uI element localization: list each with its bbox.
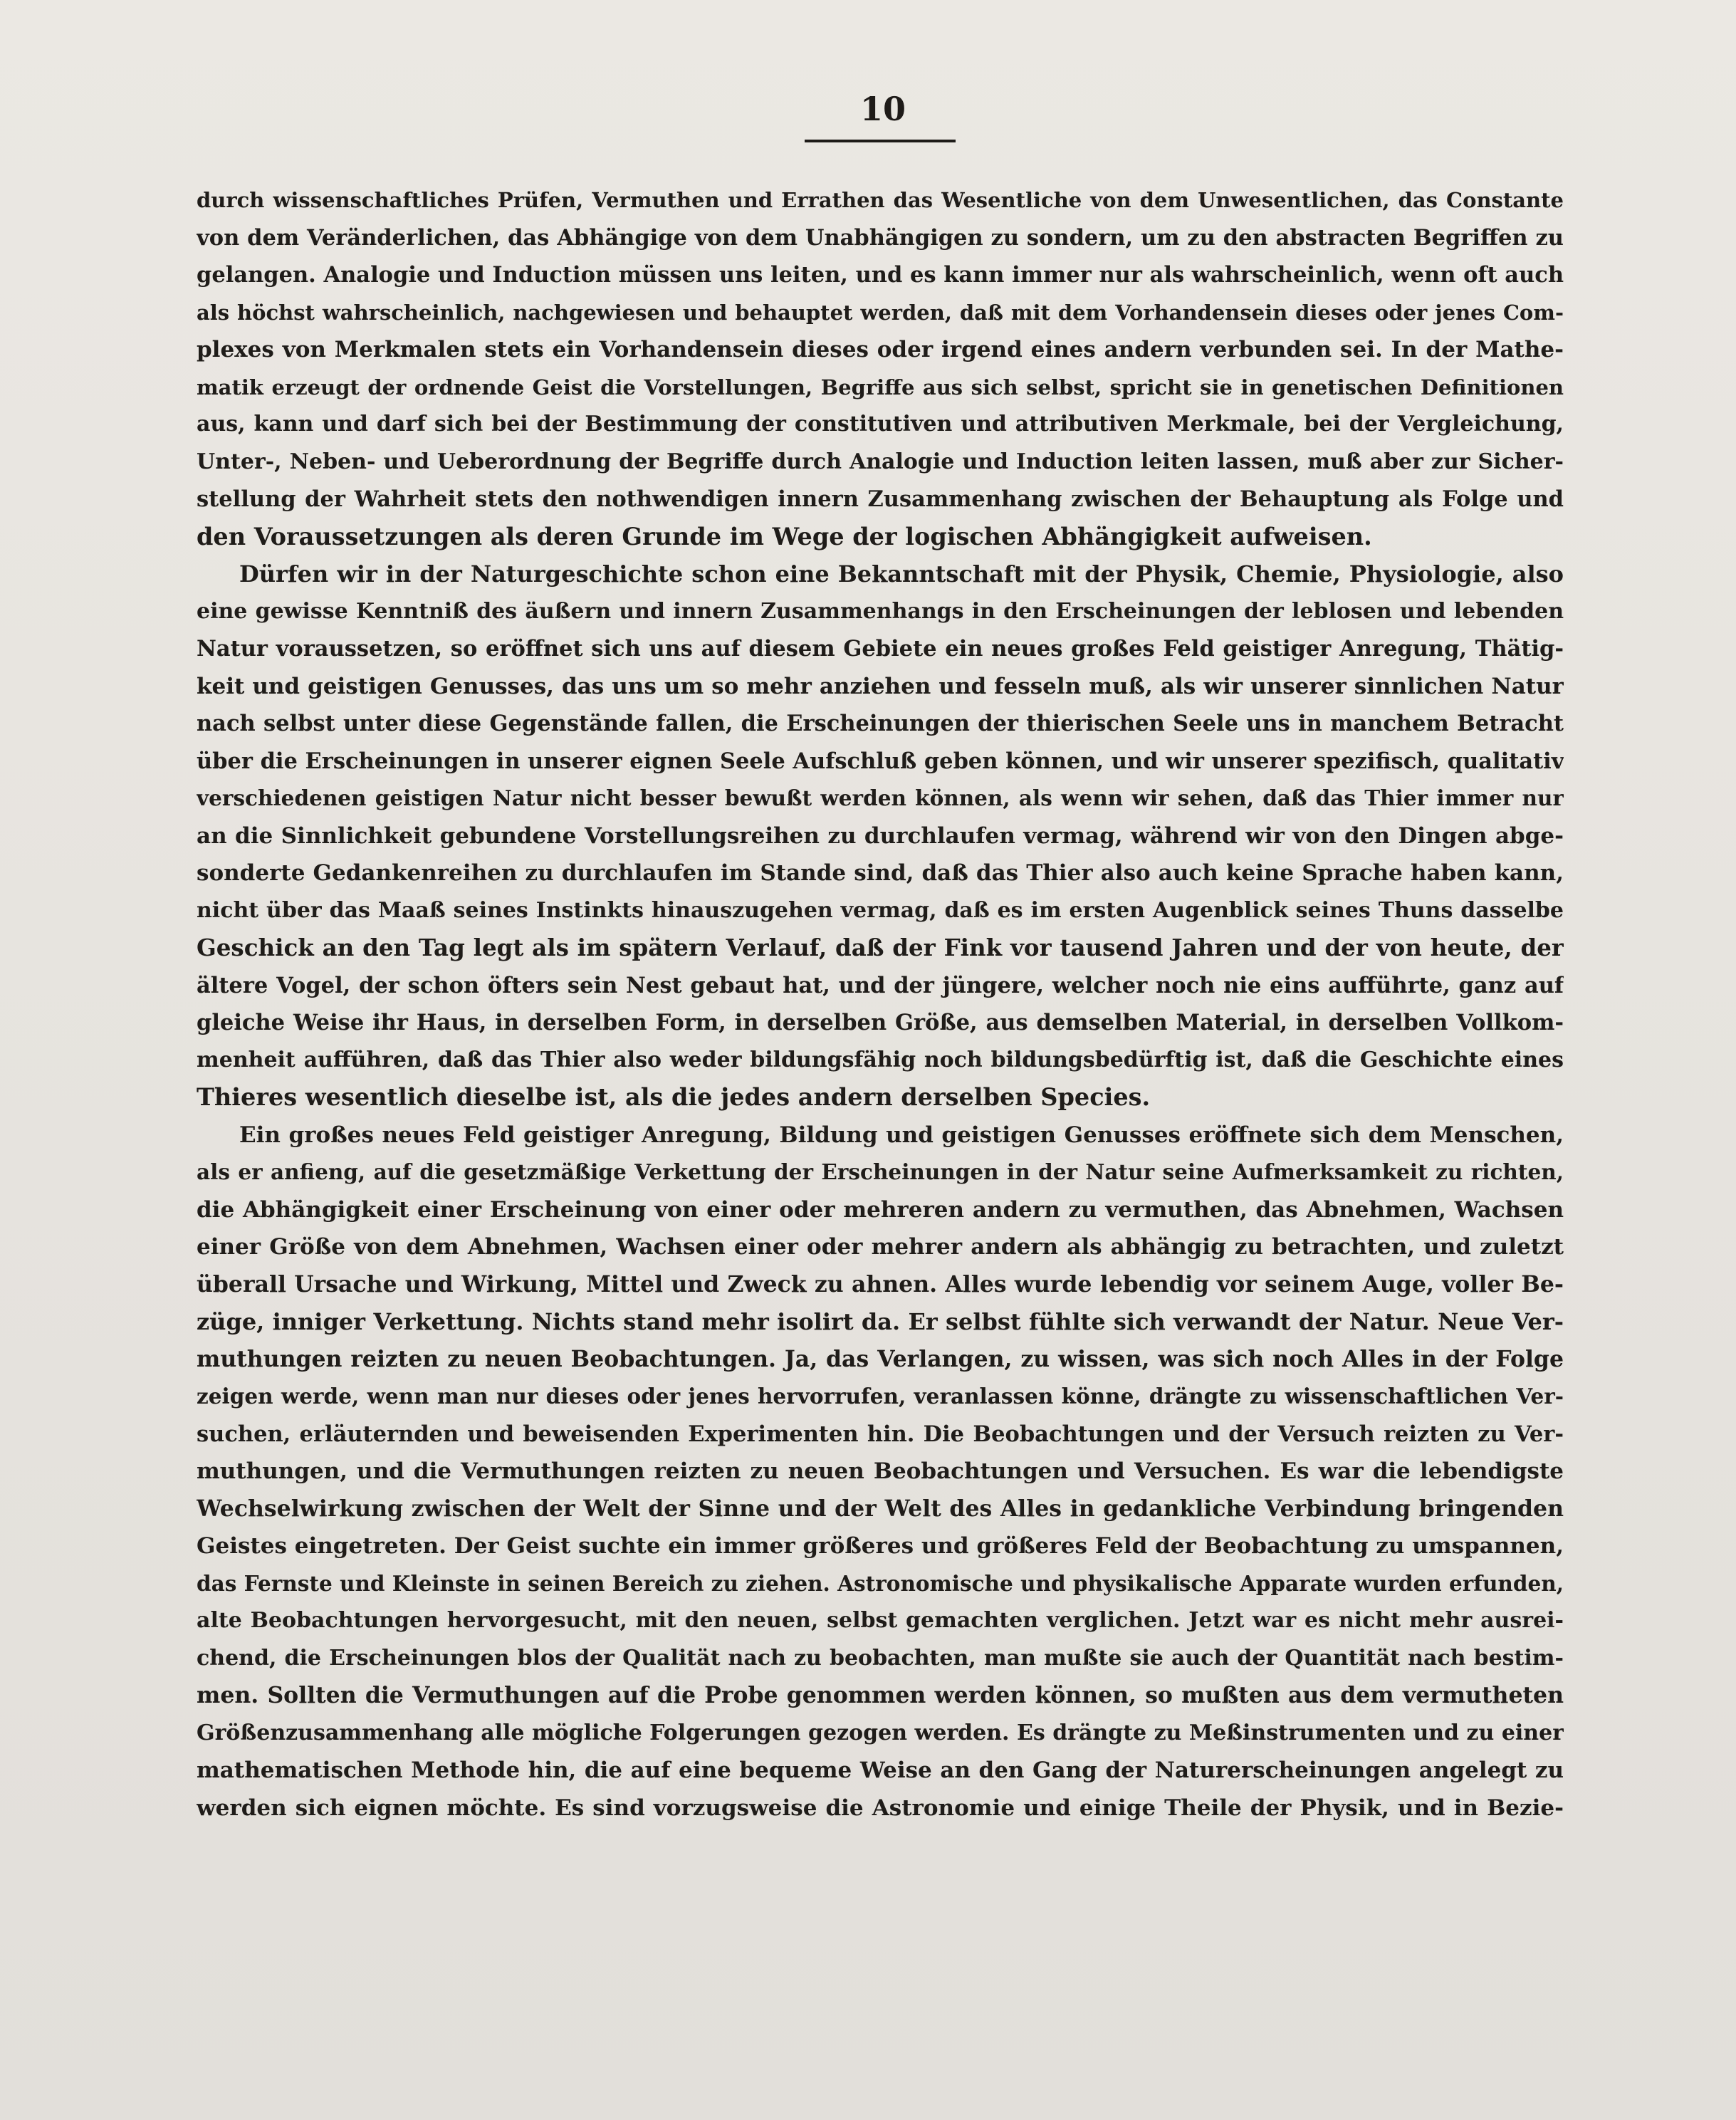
- text-line: eine gewisse Kenntniß des äußern und innern Zusammenhangs in den Erscheinungen der leblosen und lebenden: [197, 598, 1564, 624]
- body-text: [197, 182, 1564, 1827]
- text-line: nicht über das Maaß seines Instinkts hinauszugehen vermag, daß es im ersten Augenblick seines Thuns dasselbe: [197, 897, 1564, 923]
- text-line: Unter-, Neben- und Ueberordnung der Begriffe durch Analogie und Induction leiten lassen, muß aber zur Sicher-: [197, 449, 1564, 474]
- text-line: gelangen. Analogie und Induction müssen uns leiten, und es kann immer nur als wahrscheinlich, wenn oft auch: [197, 262, 1564, 288]
- text-line: verschiedenen geistigen Natur nicht besser bewußt werden können, als wenn wir sehen, daß das Thier immer nur: [197, 785, 1564, 810]
- paragraph-1: [197, 182, 1564, 555]
- text-line: durch wissenschaftliches Prüfen, Vermuthen und Errathen das Wesentliche von dem Unwesentlichen, das Constante: [197, 188, 1564, 212]
- text-line: Größenzusammenhang alle mögliche Folgerungen gezogen werden. Es drängte zu Meßinstrumenten und zu einer: [197, 1720, 1564, 1745]
- text-line: Dürfen wir in der Naturgeschichte schon eine Bekanntschaft mit der Physik, Chemie, Physiologie, also: [239, 560, 1564, 588]
- text-line: menheit aufführen, daß das Thier also weder bildungsfähig noch bildungsbedürftig ist, daß die Geschichte eines: [197, 1047, 1564, 1072]
- text-line: Ein großes neues Feld geistiger Anregung, Bildung und geistigen Genusses eröffnete sich dem Menschen,: [239, 1122, 1564, 1148]
- text-line: Natur voraussetzen, so eröffnet sich uns auf diesem Gebiete ein neues großes Feld geistiger Anregung, Thätig-: [197, 636, 1564, 662]
- text-line: aus, kann und darf sich bei der Bestimmung der constitutiven und attributiven Merkmale, bei der Vergleichung,: [197, 412, 1564, 437]
- text-line: alte Beobachtungen hervorgesucht, mit den neuen, selbst gemachten verglichen. Jetzt war es nicht mehr ausrei-: [197, 1608, 1564, 1633]
- paragraph-3: [197, 1117, 1564, 1827]
- text-line: an die Sinnlichkeit gebundene Vorstellungsreihen zu durchlaufen vermag, während wir von den Dingen abge-: [197, 823, 1564, 849]
- text-line: suchen, erläuternden und beweisenden Experimenten hin. Die Beobachtungen und der Versuch reizten zu Ver-: [197, 1421, 1564, 1447]
- text-line: ältere Vogel, der schon öfters sein Nest gebaut hat, und der jüngere, welcher noch nie eins aufführte, ganz auf: [197, 972, 1564, 998]
- text-line: gleiche Weise ihr Haus, in derselben Form, in derselben Größe, aus demselben Material, in derselben Vollkom-: [197, 1010, 1564, 1035]
- text-line: den Voraussetzungen als deren Grunde im Wege der logischen Abhängigkeit aufweisen.: [197, 522, 1372, 550]
- text-line: nach selbst unter diese Gegenstände fallen, die Erscheinungen der thierischen Seele uns in manchem Betracht: [197, 711, 1564, 736]
- text-line: men. Sollten die Vermuthungen auf die Probe genommen werden können, so mußten aus dem vermutheten: [197, 1682, 1564, 1708]
- text-line: von dem Veränderlichen, das Abhängige von dem Unabhängigen zu sondern, um zu den abstracten Begriffen zu: [197, 224, 1564, 251]
- text-line: matik erzeugt der ordnende Geist die Vorstellungen, Begriffe aus sich selbst, spricht sie in genetischen Definitionen: [197, 375, 1564, 400]
- text-line: Geistes eingetreten. Der Geist suchte ein immer größeres und größeres Feld der Beobachtung zu umspannen,: [197, 1533, 1564, 1559]
- text-line: einer Größe von dem Abnehmen, Wachsen einer oder mehrer andern als abhängig zu betrachten, und zuletzt: [197, 1234, 1564, 1260]
- text-line: Wechselwirkung zwischen der Welt der Sinne und der Welt des Alles in gedankliche Verbindung bringenden: [197, 1495, 1564, 1522]
- text-line: überall Ursache und Wirkung, Mittel und Zweck zu ahnen. Alles wurde lebendig vor seinem Auge, voller Be-: [197, 1270, 1564, 1297]
- text-line: keit und geistigen Genusses, das uns um so mehr anziehen und fesseln muß, als wir unserer sinnlichen Natur: [197, 673, 1564, 699]
- text-line: muthungen reizten zu neuen Beobachtungen. Ja, das Verlangen, zu wissen, was sich noch Alles in der Folge: [197, 1345, 1564, 1372]
- text-line: das Fernste und Kleinste in seinen Bereich zu ziehen. Astronomische und physikalische Apparate wurden erfunden,: [197, 1570, 1564, 1596]
- text-line: stellung der Wahrheit stets den nothwendigen innern Zusammenhang zwischen der Behauptung als Folge und: [197, 486, 1564, 512]
- text-line: die Abhängigkeit einer Erscheinung von einer oder mehreren andern zu vermuthen, das Abnehmen, Wachsen: [197, 1196, 1564, 1223]
- text-line: über die Erscheinungen in unserer eignen Seele Aufschluß geben können, und wir unserer spezifisch, qualitativ: [197, 748, 1564, 774]
- page-number-rule: [805, 140, 956, 142]
- text-line: muthungen, und die Vermuthungen reizten zu neuen Beobachtungen und Versuchen. Es war die lebendigste: [197, 1458, 1564, 1484]
- text-line: Thieres wesentlich dieselbe ist, als die jedes andern derselben Species.: [197, 1083, 1151, 1111]
- text-line: mathematischen Methode hin, die auf eine bequeme Weise an den Gang der Naturerscheinungen angelegt zu: [197, 1758, 1564, 1783]
- text-line: werden sich eignen möchte. Es sind vorzugsweise die Astronomie und einige Theile der Physik, und in Bezie-: [197, 1795, 1564, 1821]
- text-line: als er anfieng, auf die gesetzmäßige Verkettung der Erscheinungen in der Natur seine Aufmerksamkeit zu richten,: [197, 1159, 1564, 1184]
- text-line: Geschick an den Tag legt als im spätern Verlauf, daß der Fink vor tausend Jahren und der von heute, der: [197, 934, 1564, 961]
- text-line: sonderte Gedankenreihen zu durchlaufen im Stande sind, daß das Thier also auch keine Sprache haben kann,: [197, 860, 1564, 886]
- text-line: züge, inniger Verkettung. Nichts stand mehr isolirt da. Er selbst fühlte sich verwandt der Natur. Neue Ver-: [197, 1308, 1564, 1335]
- text-line: chend, die Erscheinungen blos der Qualität nach zu beobachten, man mußte sie auch der Quantität nach bestim-: [197, 1645, 1564, 1671]
- paragraph-2: [197, 555, 1564, 1117]
- text-line: zeigen werde, wenn man nur dieses oder jenes hervorrufen, veranlassen könne, drängte zu wissenschaftlichen Ver-: [197, 1384, 1564, 1409]
- text-line: als höchst wahrscheinlich, nachgewiesen und behauptet werden, daß mit dem Vorhandensein dieses oder jenes Com-: [197, 300, 1564, 325]
- text-line: plexes von Merkmalen stets ein Vorhandensein dieses oder irgend eines andern verbunden sei. In der Mathe-: [197, 337, 1564, 362]
- page-number: 10: [859, 90, 906, 128]
